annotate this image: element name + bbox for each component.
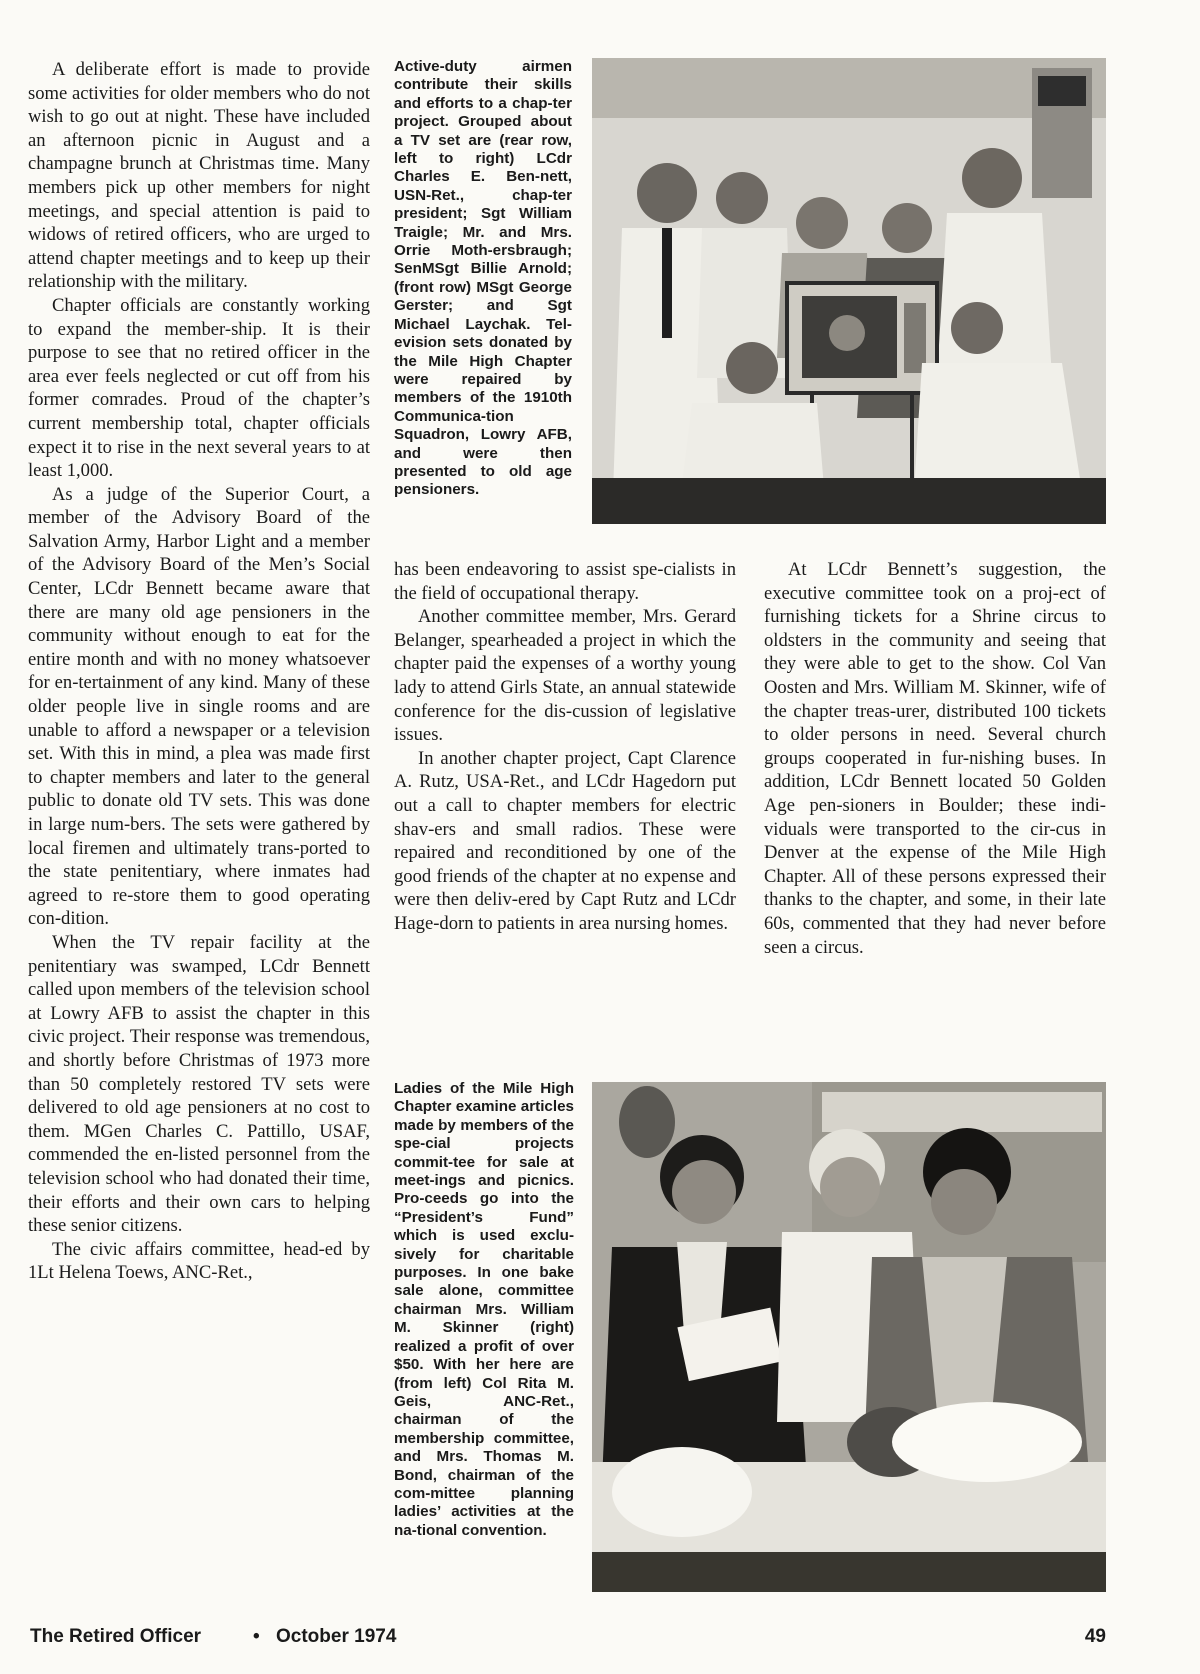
paragraph: When the TV repair facility at the penitentiary was swamped, LCdr Bennett called upon members of the television school at Lowry AFB to assist the chapter in this civic project. Their response was tremendous, and shortly before Christmas of 1973 more than 50 completely restored TV sets were delivered to old age pensioners at no cost to them. MGen Charles C. Pattillo, USAF, commended the en-listed personnel from the television school who had donated their time, their efforts and their own cars to helping these senior citizens. xyxy=(28,931,370,1237)
photo-caption-top xyxy=(394,58,572,500)
photo-caption-bottom xyxy=(394,1080,574,1540)
caption-text: Ladies of the Mile High Chapter examine articles made by members of the spe-cial projects commit-tee for sale at meet-ings and picnics. Pro-ceeds go into the “President’s Fund” which is used exclu-sively for charitable purposes. In one bake sale alone, committee chairman Mrs. William M. Skinner (right) realized a profit of over $50. With her here are (from left) Col Rita M. Geis, ANC-Ret., chairman of the membership committee, and Mrs. Thomas M. Bond, chairman of the com-mittee planning ladies’ activities at the na-tional convention. xyxy=(394,1080,574,1539)
paragraph: As a judge of the Superior Court, a member of the Advisory Board of the Salvation Army, Harbor Light and a member of the Advisory Board of the Men’s Social Center, LCdr Bennett became aware that there are many old age pensioners in the community without enough to eat for the entire month and with no money whatsoever for en-tertainment of any kind. Many of these older people live in single rooms and are unable to afford a newspaper or a television set. With this in mind, a plea was made first to chapter members and later to the general public to donate old TV sets. This was done in large num-bers. The sets were gathered by local firemen and ultimately trans-ported to the state penitentiary, where inmates had agreed to re-store them to good operating con-dition. xyxy=(28,483,370,930)
paragraph: At LCdr Bennett’s suggestion, the executive committee took on a proj-ect of furnishing tickets for a Shrine circus to oldsters in the community and seeing that they were able to get to the show. Col Van Oosten and Mrs. William M. Skinner, wife of the chapter treas-urer, distributed 100 tickets to older persons in need. Several church groups cooperated in fur-nishing buses. In addition, LCdr Bennett located 50 Golden Age pen-sioners in Boulder; these indi-viduals were transported to the cir-cus in Denver at the expense of the Mile High Chapter. All of these persons expressed their thanks to the chapter, and some, in their late 60s, commented that they had never before seen a circus. xyxy=(764,559,1106,958)
paragraph: A deliberate effort is made to provide some activities for older members who do not wish to go out at night. These have included an afternoon picnic in August and a champagne brunch at Christmas time. Many members pick up other members for night meetings, and special attention is paid to widows of retired officers, who are urged to attend chapter meetings and to keep up their relationship with the military. xyxy=(28,59,370,293)
footer-separator: • xyxy=(253,1626,260,1647)
paragraph: Another committee member, Mrs. Gerard Belanger, spearheaded a project in which the chapter paid the expenses of a worthy young lady to attend Girls State, an annual statewide conference for the dis-cussion of legislative issues. xyxy=(394,606,736,746)
publication-name: The Retired Officer xyxy=(30,1626,202,1647)
paragraph: has been endeavoring to assist spe-cialists in the field of occupational therapy. xyxy=(394,559,736,604)
photo-ladies-bake-sale xyxy=(592,1082,1106,1592)
page-footer xyxy=(30,1622,1106,1652)
paragraph: Chapter officials are constantly working to expand the member-ship. It is their purpose to see that no retired officer in the area ever feels neglected or cut off from his former comrades. Proud of the chapter’s current membership total, chapter officials expect it to rise in the next several years to at least 1,000. xyxy=(28,294,370,482)
page-number: 49 xyxy=(1084,1626,1106,1647)
paragraph: In another chapter project, Capt Clarence A. Rutz, USA-Ret., and LCdr Hagedorn put out a call to chapter members for electric shav-ers and small radios. These were repaired and reconditioned by one of the good friends of the chapter at no expense and were then deliv-ered by Capt Rutz and LCdr Hage-dorn to patients in area nursing homes. xyxy=(394,747,736,934)
issue-date: October 1974 xyxy=(276,1626,397,1647)
article-column-left xyxy=(28,58,370,1285)
article-column-middle xyxy=(394,558,736,936)
photo-ladies-bake-sale-image xyxy=(592,1082,1106,1592)
article-column-right xyxy=(764,558,1106,959)
photo-airmen-tv-set-image xyxy=(592,58,1106,524)
paragraph: The civic affairs committee, head-ed by 1Lt Helena Toews, ANC-Ret., xyxy=(28,1238,370,1284)
photo-airmen-tv-set xyxy=(592,58,1106,524)
caption-text: Active-duty airmen contribute their skills and efforts to a chap-ter project. Grouped about a TV set are (rear row, left to right) LCdr Charles E. Ben-nett, USN-Ret., chap-ter president; Sgt William Traigle; Mr. and Mrs. Orrie Moth-ersbraugh; SenMSgt Billie Arnold; (front row) MSgt George Gerster; and Sgt Michael Laychak. Tel-evision sets donated by the Mile High Chapter were repaired by members of the 1910th Communica-tion Squadron, Lowry AFB, and were then presented to old age pensioners. xyxy=(394,58,572,499)
